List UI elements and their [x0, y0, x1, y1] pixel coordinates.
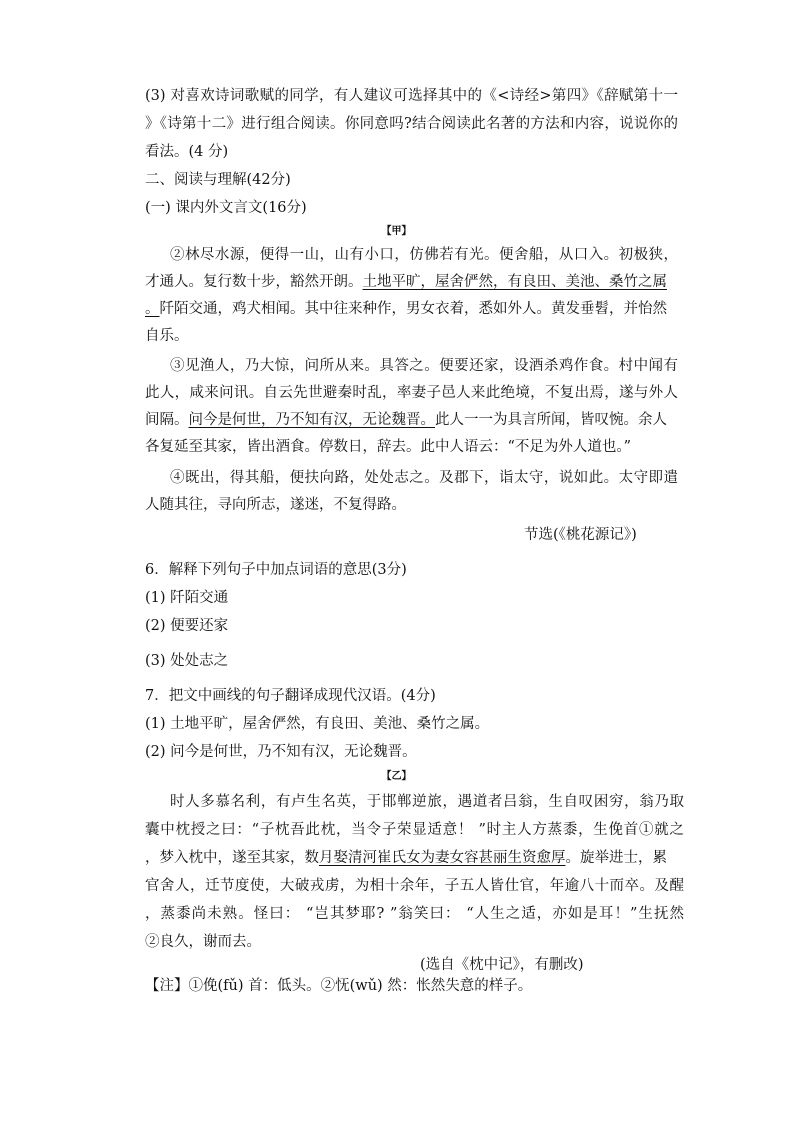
jia-p2-line-2: [145, 272, 667, 292]
section-heading: 二、阅读与理解(42分): [145, 172, 291, 188]
underlined-sentence-2: 问今是何世，乃不知有汉，无论魏晋。: [188, 412, 435, 428]
jia-source: 节选(《桃花源记》): [524, 527, 637, 543]
jia-p3-line-4: 各复延至其家，皆出酒食。停数日，辞去。此中人语云：“不足为外人道也。”: [145, 439, 632, 455]
q6-title: 6．解释下列句子中加点词语的意思(3分): [145, 562, 407, 578]
yi-line-3-text-b: 。旋举进士，累: [565, 850, 667, 866]
q6-item-1: (1) 阡陌交通: [145, 590, 229, 606]
yi-line-4: 官舍人，迁节度使，大破戎虏，为相十余年，子五人皆仕官，年逾八十而卒。及醒: [145, 878, 684, 894]
underlined-sentence-1: 土地平旷，屋舍俨然，有良田、美池、桑竹之属: [362, 274, 667, 290]
yi-line-1: 时人多慕名利，有卢生名英，于邯郸逆旅，遇道者吕翁，生自叹困穷，翁乃取: [170, 794, 684, 810]
underlined-sentence-1-end: 。: [145, 301, 160, 317]
jia-p4-line-2: 人随其往，寻向所志，遂迷，不复得路。: [145, 497, 406, 513]
jia-p2-line-1: ②林尽水源，便得一山，山有小口，仿佛若有光。便舍船，从口入。初极狭，: [170, 247, 678, 263]
passage-yi-label: 【乙】: [381, 771, 412, 782]
jia-p3-line-3: [145, 410, 667, 430]
jia-p4-line-1: ④既出，得其船，便扶向路，处处志之。及郡下，诣太守，说如此。太守即遣: [170, 470, 678, 486]
jia-p3-line-1: ③见渔人，乃大惊，问所从来。具答之。便要还家，设酒杀鸡作食。村中闻有: [170, 358, 678, 374]
q3-line-3: 看法。(4 分): [145, 144, 229, 160]
yi-line-5: ，蒸黍尚未熟。怪曰： “岂其梦耶? ”翁笑曰： “人生之适，亦如是耳！”生抚然: [145, 906, 684, 922]
yi-line-2: 囊中枕授之曰：“子枕吾此枕，当令子荣显适意！ ”时主人方蒸黍，生俛首①就之: [145, 822, 684, 838]
q7-title: 7．把文中画线的句子翻译成现代汉语。(4分): [145, 688, 436, 704]
yi-line-3: [145, 848, 667, 868]
q3-line-2: 》《诗第十二》进行组合阅读。你同意吗?结合阅读此名著的方法和内容，说说你的: [145, 116, 678, 132]
annotation-note: 【注】①俛(fǔ) 首：低头。②怃(wǔ) 然：怅然失意的样子。: [145, 978, 533, 994]
yi-source: (选自《枕中记》，有删改): [420, 957, 584, 973]
jia-p2-line-3-text: 阡陌交通，鸡犬相闻。其中往来种作，男女衣着，悉如外人。黄发垂髫，并怡然: [159, 301, 667, 317]
yi-line-3-text-a: ，梦入枕中，遂至其家，数: [145, 850, 319, 866]
jia-p2-line-2-text: 才通人。复行数十步，豁然开朗。: [145, 274, 363, 290]
jia-p2-line-3: [145, 299, 667, 319]
part-heading: (一) 课内外文言文(16分): [145, 200, 307, 216]
q7-item-2: (2) 问今是何世，乃不知有汉，无论魏晋。: [145, 744, 417, 760]
jia-p3-line-2: 此人，咸来问讯。自云先世避秦时乱，率妻子邑人来此绝境，不复出焉，遂与外人: [145, 385, 678, 401]
jia-p2-line-4: 自乐。: [145, 328, 189, 344]
underlined-sentence-3: 月娶清河崔氏女为妻女容甚丽生资愈厚: [319, 850, 566, 866]
jia-p3-line-3-text-a: 间隔。: [145, 412, 189, 428]
passage-jia-label: 【甲】: [381, 226, 412, 237]
q7-item-1: (1) 土地平旷，屋舍俨然，有良田、美池、桑竹之属。: [145, 716, 490, 732]
q6-item-3: (3) 处处志之: [145, 653, 229, 669]
jia-p3-line-3-text-b: 此人一一为具言所闻，皆叹惋。余人: [435, 412, 667, 428]
q3-line-1: (3) 对喜欢诗词歌赋的同学，有人建议可选择其中的《<诗经>第四》《辞赋第十一: [145, 88, 678, 104]
yi-line-6: ②良久，谢而去。: [145, 934, 261, 950]
q6-item-2: (2) 便要还家: [145, 618, 229, 634]
